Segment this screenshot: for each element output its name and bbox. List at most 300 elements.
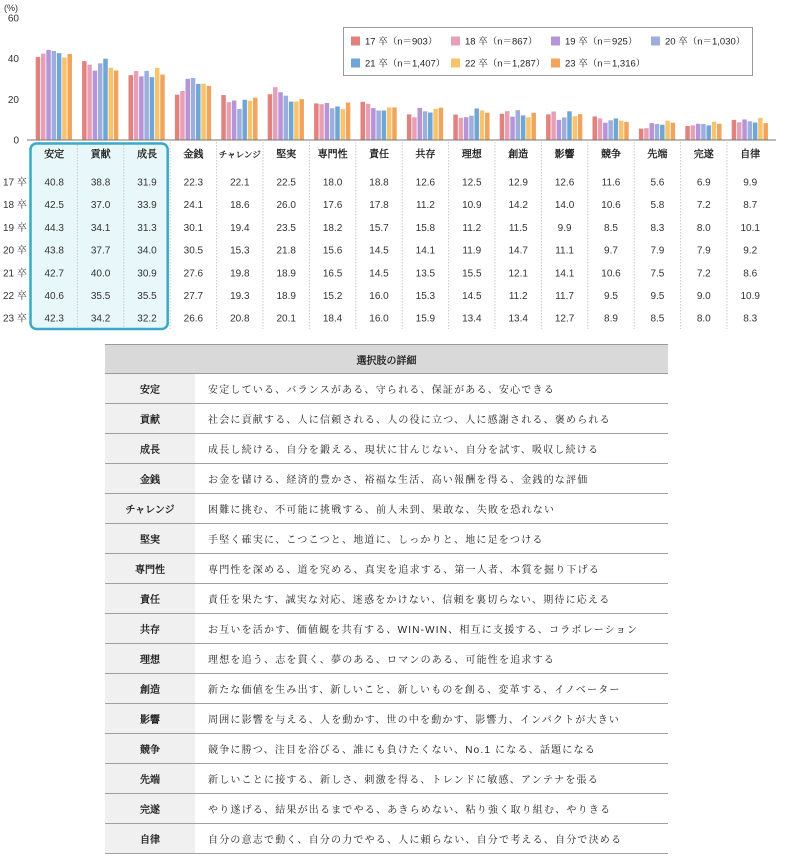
y-tick-label: 20 (7, 94, 19, 106)
bar-series-4-category-13 (608, 120, 613, 140)
bar-series-4-category-9 (423, 111, 428, 140)
table-value: 11.1 (555, 245, 574, 257)
legend-label: 22 卒（n＝1,287） (465, 58, 546, 70)
y-tick-label: 40 (7, 54, 19, 66)
bar-series-3-category-1 (46, 50, 51, 140)
table-value: 30.1 (183, 222, 204, 234)
bar-series-6-category-8 (387, 107, 392, 140)
bar-series-3-category-5 (232, 101, 237, 140)
table-value: 17.6 (322, 200, 343, 212)
table-row-label: 22 卒 (3, 291, 27, 302)
table-value: 35.5 (90, 291, 111, 302)
details-row (105, 734, 668, 764)
bar-series-4-category-6 (284, 96, 289, 140)
legend-item (651, 36, 745, 48)
bar-series-6-category-11 (526, 117, 531, 140)
table-value: 40.8 (44, 177, 64, 189)
table-value: 18.9 (276, 268, 296, 280)
bar-series-4-category-14 (655, 124, 660, 140)
table-row-label: 17 卒 (3, 177, 27, 189)
category-label: 理想 (461, 149, 482, 161)
legend-swatch (351, 37, 360, 46)
details-row-text: 安定している、バランスがある、守られる、保証がある、安心できる (195, 374, 668, 404)
bar-series-1-category-1 (36, 57, 41, 140)
details-row (105, 524, 668, 554)
table-value: 43.8 (44, 245, 64, 257)
bar-series-4-category-8 (376, 111, 381, 140)
bar-series-3-category-9 (417, 108, 422, 140)
table-value: 8.7 (743, 200, 758, 212)
bar-series-2-category-7 (319, 104, 324, 140)
table-value: 27.7 (183, 291, 204, 302)
category-label: 競争 (601, 149, 621, 161)
table-value: 18.6 (230, 200, 250, 212)
bar-series-5-category-3 (150, 77, 155, 140)
details-row-text: 責任を果たす、誠実な対応、迷惑をかけない、信頼を裏切らない、期待に応える (195, 584, 668, 614)
details-row-label: 責任 (105, 584, 195, 614)
table-value: 20.8 (230, 313, 250, 325)
bar-series-4-category-1 (52, 51, 57, 140)
legend-item (351, 58, 445, 70)
table-value: 40.0 (90, 268, 111, 280)
table-value: 15.9 (415, 313, 436, 325)
table-value: 9.9 (557, 222, 572, 234)
table-value: 13.4 (508, 313, 528, 325)
bar-series-6-category-2 (109, 68, 114, 140)
table-value: 7.2 (696, 268, 711, 280)
table-value: 17.8 (369, 200, 389, 212)
category-label: チャレンジ (218, 149, 261, 160)
table-row-label: 21 卒 (3, 268, 27, 280)
table-value: 23.5 (276, 222, 296, 234)
details-row (105, 434, 668, 464)
table-value: 30.5 (183, 245, 204, 257)
table-value: 13.4 (462, 313, 482, 325)
details-row-text: 社会に貢献する、人に信頼される、人の役に立つ、人に感謝される、褒められる (195, 404, 668, 434)
bar-series-2-category-10 (459, 118, 464, 140)
table-value: 9.5 (650, 291, 665, 302)
bar-series-1-category-14 (639, 129, 644, 140)
bar-series-5-category-4 (196, 84, 201, 140)
table-value: 31.3 (137, 222, 157, 234)
table-value: 9.5 (604, 291, 618, 302)
table-row-label: 20 卒 (3, 245, 27, 257)
table-value: 8.6 (743, 268, 758, 280)
details-row (105, 704, 668, 734)
bar-series-6-category-13 (619, 121, 624, 140)
bar-series-5-category-1 (57, 53, 62, 140)
bar-series-6-category-6 (294, 102, 299, 140)
table-value: 14.7 (508, 245, 528, 257)
table-value: 14.5 (462, 291, 482, 302)
table-value: 11.2 (508, 291, 528, 302)
table-value: 32.2 (137, 313, 157, 325)
table-value: 34.2 (90, 313, 111, 325)
details-row-label: 理想 (105, 644, 195, 674)
bar-series-6-category-1 (62, 57, 67, 140)
table-value: 9.7 (604, 245, 618, 257)
table-value: 15.3 (230, 245, 250, 257)
bar-series-4-category-12 (562, 117, 567, 140)
y-axis (8, 14, 20, 147)
bar-series-2-category-6 (273, 87, 278, 140)
bar-series-7-category-3 (160, 75, 165, 140)
bar-series-2-category-14 (644, 128, 649, 140)
bar-series-5-category-14 (660, 125, 665, 140)
details-row-text: 新しいことに接する、新しさ、刺激を得る、トレンドに敏感、アンテナを張る (195, 764, 668, 794)
details-row-label: 安定 (105, 374, 195, 404)
bar-series-6-category-5 (248, 101, 253, 140)
table-value: 31.9 (137, 177, 157, 189)
details-row-text: 理想を追う、志を貫く、夢のある、ロマンのある、可能性を追求する (195, 644, 668, 674)
bar-series-6-category-7 (341, 109, 346, 140)
table-value: 14.1 (415, 245, 436, 257)
details-row-label: 共存 (105, 614, 195, 644)
bar-series-1-category-12 (546, 114, 551, 140)
legend-label: 17 卒（n＝903） (365, 36, 438, 48)
details-row-text: 手堅く確実に、こつこつと、地道に、しっかりと、地に足をつける (195, 524, 668, 554)
bar-series-2-category-8 (366, 104, 371, 140)
category-label: 専門性 (317, 149, 348, 161)
table-value: 15.5 (462, 268, 482, 280)
details-title: 選択肢の詳細 (105, 345, 668, 374)
bar-series-1-category-2 (82, 61, 87, 140)
table-value: 11.9 (462, 245, 482, 257)
table-value: 38.8 (90, 177, 111, 189)
bar-series-2-category-13 (598, 118, 603, 140)
bar-series-7-category-10 (485, 113, 490, 140)
bar-series-5-category-8 (382, 111, 387, 140)
table-value: 7.5 (650, 268, 665, 280)
category-label: 共存 (415, 149, 436, 161)
y-tick-label: 60 (7, 13, 19, 25)
details-row-text: やり遂げる、結果が出るまでやる、あきらめない、粘り強く取り組む、やりきる (195, 794, 668, 824)
table-value: 12.5 (462, 177, 482, 189)
table-value: 37.7 (90, 245, 111, 257)
details-row-text: 競争に勝つ、注目を浴びる、誰にも負けたくない、No.1 になる、話題になる (195, 734, 668, 764)
table-value: 10.6 (601, 200, 621, 212)
table-value: 15.8 (415, 222, 436, 234)
table-value: 16.5 (322, 268, 343, 280)
table-value: 8.5 (650, 313, 665, 325)
table-value: 22.5 (276, 177, 296, 189)
table-value: 8.3 (743, 313, 758, 325)
bar-series-7-category-7 (346, 103, 351, 140)
bar-series-7-category-4 (207, 86, 212, 140)
details-row-label: 金銭 (105, 464, 195, 494)
details-row (105, 614, 668, 644)
table-value: 37.0 (90, 200, 111, 212)
table-value: 11.6 (601, 177, 621, 189)
bar-series-7-category-14 (671, 123, 676, 140)
details-row-text: 新たな価値を生み出す、新しいこと、新しいものを創る、変革する、イノベーター (195, 674, 668, 704)
table-value: 8.9 (604, 313, 618, 325)
table-value: 22.1 (230, 177, 250, 189)
table-value: 8.0 (696, 313, 711, 325)
table-value: 9.9 (743, 177, 758, 189)
details-row-label: 自律 (105, 824, 195, 854)
bar-series-5-category-7 (335, 106, 340, 140)
table-value: 21.8 (276, 245, 296, 257)
bar-series-1-category-5 (221, 95, 226, 140)
legend-swatch (451, 37, 460, 46)
bar-series-5-category-10 (474, 108, 479, 140)
table-value: 9.0 (696, 291, 711, 302)
bar-series-5-category-12 (567, 111, 572, 140)
table-value: 42.7 (44, 268, 64, 280)
table-value: 10.6 (601, 268, 621, 280)
category-label: 完遂 (693, 149, 714, 161)
category-label: 影響 (554, 149, 575, 161)
details-row-label: 先端 (105, 764, 195, 794)
details-row-text: 自分の意志で動く、自分の力でやる、人に頼らない、自分で考える、自分で決める (195, 824, 668, 854)
table-value: 14.1 (554, 268, 575, 280)
bar-series-7-category-16 (763, 123, 768, 140)
details-row (105, 674, 668, 704)
legend-item (551, 58, 645, 70)
table-value: 10.9 (740, 291, 760, 302)
table-value: 19.4 (230, 222, 250, 234)
bar-series-3-category-15 (696, 124, 701, 140)
bar-series-3-category-6 (278, 92, 283, 140)
bar-series-4-category-5 (237, 109, 242, 140)
table-value: 8.3 (650, 222, 665, 234)
details-row-text: 成長し続ける、自分を鍛える、現状に甘んじない、自分を試す、吸収し続ける (195, 434, 668, 464)
bar-series-3-category-12 (557, 120, 562, 140)
bar-series-6-category-9 (433, 109, 438, 140)
bar-series-5-category-6 (289, 102, 294, 140)
table-value: 26.6 (183, 313, 204, 325)
category-label: 貢献 (90, 149, 111, 161)
category-label: 先端 (647, 149, 668, 161)
table-value: 14.2 (508, 200, 528, 212)
bar-series-6-category-3 (155, 68, 160, 140)
table-value: 24.1 (183, 200, 204, 212)
details-row-text: 周囲に影響を与える、人を動かす、世の中を動かす、影響力、インパクトが大きい (195, 704, 668, 734)
table-value: 42.5 (44, 200, 64, 212)
bar-series-1-category-9 (407, 114, 412, 140)
bar-series-2-category-4 (180, 91, 185, 140)
table-value: 5.8 (650, 200, 665, 212)
option-details-table (105, 344, 668, 854)
bar-series-1-category-7 (314, 103, 319, 140)
bar-series-3-category-2 (93, 71, 98, 140)
table-value: 34.1 (90, 222, 111, 234)
bar-series-2-category-15 (691, 125, 696, 140)
legend-swatch (351, 59, 360, 68)
table-row-label: 23 卒 (3, 313, 27, 325)
table-value: 6.9 (696, 177, 711, 189)
table-value: 14.5 (369, 245, 389, 257)
category-label: 責任 (369, 149, 389, 161)
details-row-text: お互いを活かす、価値観を共有する、WIN-WIN、相互に支援する、コラボレーション (195, 614, 668, 644)
y-axis-unit-label: (%) (4, 3, 18, 13)
table-value: 15.6 (322, 245, 343, 257)
table-value: 26.0 (276, 200, 296, 212)
table-value: 8.5 (604, 222, 618, 234)
table-row-label: 18 卒 (3, 200, 27, 212)
bar-series-2-category-11 (505, 111, 510, 140)
legend-label: 18 卒（n＝867） (465, 36, 538, 48)
table-value: 42.3 (44, 313, 64, 325)
table-value: 44.3 (44, 222, 64, 234)
table-column-separators (77, 142, 727, 329)
bar-series-1-category-10 (453, 115, 458, 140)
bar-series-1-category-3 (129, 75, 134, 140)
legend-item (451, 58, 545, 70)
details-row-text: 専門性を深める、道を究める、真実を追求する、第一人者、本質を掘り下げる (195, 554, 668, 584)
table-value: 12.6 (554, 177, 575, 189)
details-header-row (105, 345, 668, 374)
y-tick-label: 0 (13, 135, 19, 147)
bar-series-4-category-3 (144, 71, 149, 140)
table-value: 18.0 (322, 177, 343, 189)
bar-series-5-category-2 (103, 59, 108, 140)
bar-series-7-category-13 (624, 122, 629, 140)
table-value: 27.6 (183, 268, 204, 280)
details-row-label: チャレンジ (105, 494, 195, 524)
details-row-label: 貢献 (105, 404, 195, 434)
bar-series-2-category-12 (551, 112, 556, 140)
bar-series-3-category-16 (742, 119, 747, 140)
bar-series-7-category-11 (531, 113, 536, 140)
table-value: 14.0 (554, 200, 575, 212)
details-row (105, 764, 668, 794)
table-row-label: 19 卒 (3, 222, 27, 234)
table-value: 12.7 (554, 313, 575, 325)
bar-series-4-category-4 (191, 78, 196, 140)
category-label: 安定 (44, 149, 65, 161)
legend-swatch (451, 59, 460, 68)
legend (344, 28, 753, 76)
bar-series-3-category-10 (464, 117, 469, 140)
bar-series-7-category-5 (253, 98, 257, 140)
bar-series-3-category-3 (139, 76, 144, 140)
table-value: 16.0 (369, 313, 389, 325)
details-row (105, 824, 668, 854)
legend-label: 21 卒（n＝1,407） (365, 58, 446, 70)
details-row (105, 404, 668, 434)
table-value: 20.1 (276, 313, 296, 325)
table-value: 33.9 (137, 200, 157, 212)
bar-series-7-category-6 (299, 99, 304, 140)
table-value: 8.0 (696, 222, 711, 234)
bar-series-3-category-14 (649, 123, 654, 140)
bar-series-5-category-9 (428, 113, 433, 140)
bar-series-7-category-15 (717, 124, 722, 140)
bar-series-5-category-13 (614, 118, 619, 140)
details-row-label: 影響 (105, 704, 195, 734)
category-label: 成長 (137, 149, 157, 161)
table-value: 5.6 (650, 177, 665, 189)
details-row (105, 584, 668, 614)
details-row-label: 専門性 (105, 554, 195, 584)
table-value: 12.9 (508, 177, 528, 189)
bar-series-6-category-16 (758, 118, 763, 140)
bar-series-1-category-4 (175, 95, 180, 140)
table-value: 7.9 (650, 245, 665, 257)
bar-series-1-category-8 (361, 102, 366, 140)
table-value: 15.7 (369, 222, 389, 234)
details-row (105, 794, 668, 824)
bar-series-2-category-9 (412, 117, 417, 140)
bar-series-3-category-4 (185, 79, 190, 140)
table-value: 9.2 (743, 245, 758, 257)
bar-series-4-category-10 (469, 116, 474, 140)
table-value: 19.8 (230, 268, 250, 280)
table-value: 30.9 (137, 268, 157, 280)
table-value: 18.9 (276, 291, 296, 302)
legend-label: 20 卒（n＝1,030） (665, 36, 746, 48)
table-value: 14.5 (369, 268, 389, 280)
legend-swatch (551, 59, 560, 68)
details-row-label: 完遂 (105, 794, 195, 824)
table-value: 18.2 (322, 222, 343, 234)
table-value: 35.5 (137, 291, 157, 302)
details-row (105, 554, 668, 584)
details-row (105, 374, 668, 404)
bar-series-4-category-15 (701, 124, 706, 140)
details-row-label: 成長 (105, 434, 195, 464)
bar-series-6-category-4 (201, 84, 206, 140)
bar-series-5-category-15 (706, 125, 711, 140)
details-row (105, 494, 668, 524)
details-row (105, 464, 668, 494)
table-value: 18.4 (322, 313, 343, 325)
bar-series-3-category-7 (325, 103, 330, 140)
bar-series-1-category-11 (500, 114, 505, 140)
table-value: 40.6 (44, 291, 64, 302)
table-value: 18.8 (369, 177, 389, 189)
bar-series-2-category-16 (737, 122, 742, 140)
table-value: 15.2 (322, 291, 343, 302)
table-value: 19.3 (230, 291, 250, 302)
legend-swatch (551, 37, 560, 46)
table-value: 11.7 (555, 291, 574, 302)
category-label: 堅実 (276, 149, 297, 161)
bar-series-7-category-1 (67, 54, 72, 140)
bar-series-1-category-13 (593, 116, 598, 140)
bar-series-5-category-11 (521, 115, 526, 140)
details-row-text: 困難に挑む、不可能に挑戦する、前人未到、果敢な、失敗を恐れない (195, 494, 668, 524)
category-label: 創造 (508, 149, 529, 161)
bar-series-3-category-8 (371, 108, 376, 140)
bar-series-2-category-5 (227, 102, 232, 140)
details-row (105, 644, 668, 674)
bar-series-7-category-8 (392, 107, 397, 140)
bar-series-4-category-7 (330, 108, 335, 140)
table-value: 11.2 (462, 222, 482, 234)
table-value: 12.1 (508, 268, 528, 280)
bar-series-4-category-16 (748, 121, 753, 140)
bar-series-2-category-3 (134, 71, 139, 140)
grouped-bar-chart (0, 0, 790, 335)
table-value: 34.0 (137, 245, 157, 257)
table-value: 12.6 (415, 177, 436, 189)
bar-series-7-category-2 (114, 70, 119, 140)
bar-series-2-category-1 (41, 54, 46, 140)
category-label: 金銭 (183, 149, 204, 161)
table-value: 11.5 (508, 222, 528, 234)
table-value: 10.1 (740, 222, 760, 234)
bar-series-3-category-13 (603, 123, 608, 140)
table-value: 7.9 (696, 245, 711, 257)
bar-series-4-category-2 (98, 63, 103, 140)
bar-series-4-category-11 (516, 110, 521, 140)
bar-series-6-category-10 (480, 111, 485, 140)
bar-series-7-category-9 (439, 108, 444, 140)
bar-series-6-category-15 (712, 122, 717, 140)
